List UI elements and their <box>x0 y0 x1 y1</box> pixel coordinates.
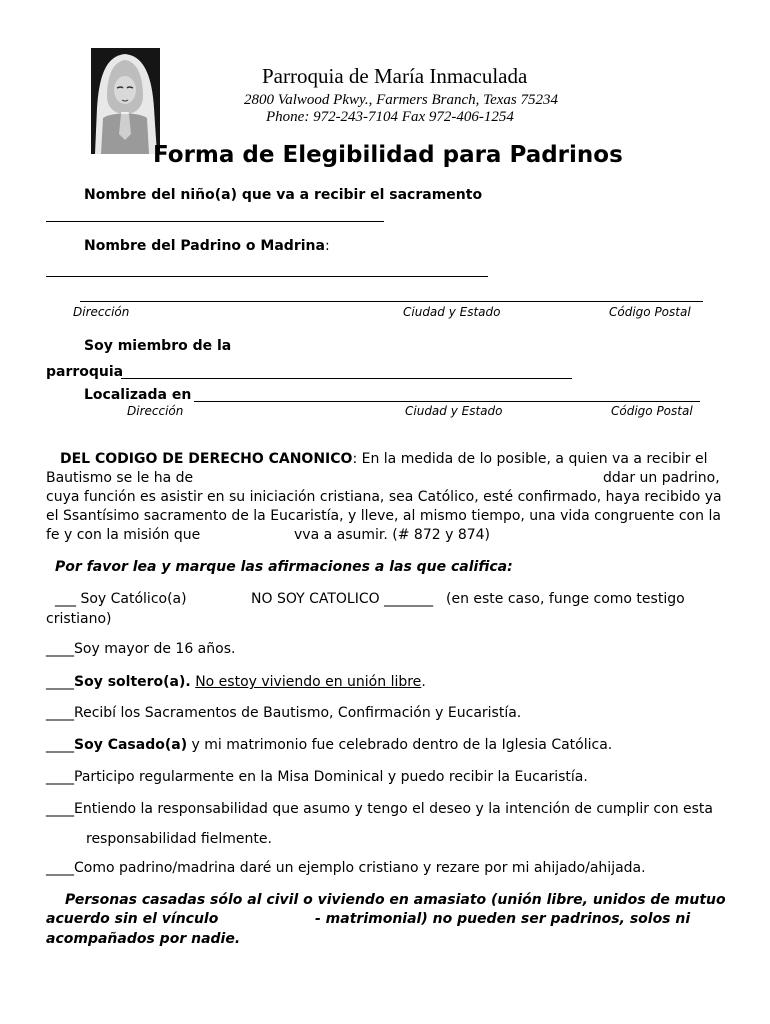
closing-line-2a: acuerdo sin el vínculo <box>46 911 219 927</box>
parish-address: 2800 Valwood Pkwy., Farmers Branch, Texas 75234 <box>244 92 559 108</box>
canon-line-2b: ddar un padrino, <box>603 470 720 486</box>
sacraments-statement[interactable]: ____Recibí los Sacramentos de Bautismo, Confirmación y Eucaristía. <box>46 705 522 721</box>
witness-note-cont: cristiano) <box>46 611 112 627</box>
canon-line-2a: Bautismo se le ha de <box>46 470 194 486</box>
godparent-name-label: Nombre del Padrino o Madrina: <box>84 238 330 254</box>
godparent-name-line[interactable] <box>46 276 488 277</box>
closing-line-3: acompañados por nadie. <box>46 931 241 947</box>
responsibility-statement-cont: responsabilidad fielmente. <box>86 831 272 847</box>
child-name-line[interactable] <box>46 221 384 222</box>
not-catholic-statement[interactable]: NO SOY CATOLICO _______ <box>251 591 434 607</box>
city-state-caption: Ciudad y Estado <box>403 305 501 319</box>
single-statement[interactable]: ____Soy soltero(a). No estoy viviendo en unión libre. <box>46 674 426 690</box>
located-label: Localizada en <box>84 387 192 403</box>
virgin-mary-image <box>91 48 160 154</box>
married-statement[interactable]: ____Soy Casado(a) y mi matrimonio fue celebrado dentro de la Iglesia Católica. <box>46 737 613 753</box>
witness-note: (en este caso, funge como testigo <box>446 591 685 607</box>
parish-zip-caption: Código Postal <box>611 404 693 418</box>
address-caption: Dirección <box>73 305 130 319</box>
canon-line-3: cuya función es asistir en su iniciación cristiana, sea Católico, esté confirmado, haya recibido ya <box>46 489 722 505</box>
parish-address-line[interactable] <box>194 401 700 402</box>
canon-line-5a: fe y con la misión que <box>46 527 201 543</box>
form-title: Forma de Elegibilidad para Padrinos <box>153 142 623 168</box>
canon-heading: DEL CODIGO DE DERECHO CANONICO <box>60 451 353 467</box>
age-statement[interactable]: ____Soy mayor de 16 años. <box>46 641 236 657</box>
member-label: Soy miembro de la <box>84 338 232 354</box>
closing-line-2b: - matrimonial) no pueden ser padrinos, solos ni <box>315 911 691 927</box>
child-name-label: Nombre del niño(a) que va a recibir el sacramento <box>84 187 483 203</box>
responsibility-statement[interactable]: ____Entiendo la responsabilidad que asumo y tengo el deseo y la intención de cumplir con esta <box>46 801 713 817</box>
parish-name-line[interactable] <box>121 378 572 379</box>
parish-label: parroquia <box>46 364 124 380</box>
canon-line-5b: vva a asumir. (# 872 y 874) <box>294 527 491 543</box>
zip-caption: Código Postal <box>609 305 691 319</box>
catholic-statement[interactable]: ___ Soy Católico(a) <box>55 591 187 607</box>
parish-name: Parroquia de María Inmaculada <box>262 64 528 88</box>
godparent-address-line[interactable] <box>80 301 703 302</box>
closing-line-1: Personas casadas sólo al civil o viviendo en amasiato (unión libre, unidos de mutuo <box>65 892 726 908</box>
mass-statement[interactable]: ____Participo regularmente en la Misa Dominical y puedo recibir la Eucaristía. <box>46 769 588 785</box>
parish-phone: Phone: 972-243-7104 Fax 972-406-1254 <box>266 109 514 125</box>
canon-line-4: el Ssantísimo sacramento de la Eucaristía, y lleve, al mismo tiempo, una vida congruente con la <box>46 508 721 524</box>
instructions: Por favor lea y marque las afirmaciones a las que califica: <box>55 559 513 575</box>
parish-city-caption: Ciudad y Estado <box>405 404 503 418</box>
canon-line-1: DEL CODIGO DE DERECHO CANONICO: En la medida de lo posible, a quien va a recibir el <box>60 451 708 467</box>
parish-address-caption: Dirección <box>127 404 184 418</box>
example-statement[interactable]: ____Como padrino/madrina daré un ejemplo cristiano y rezare por mi ahijado/ahijada. <box>46 860 646 876</box>
